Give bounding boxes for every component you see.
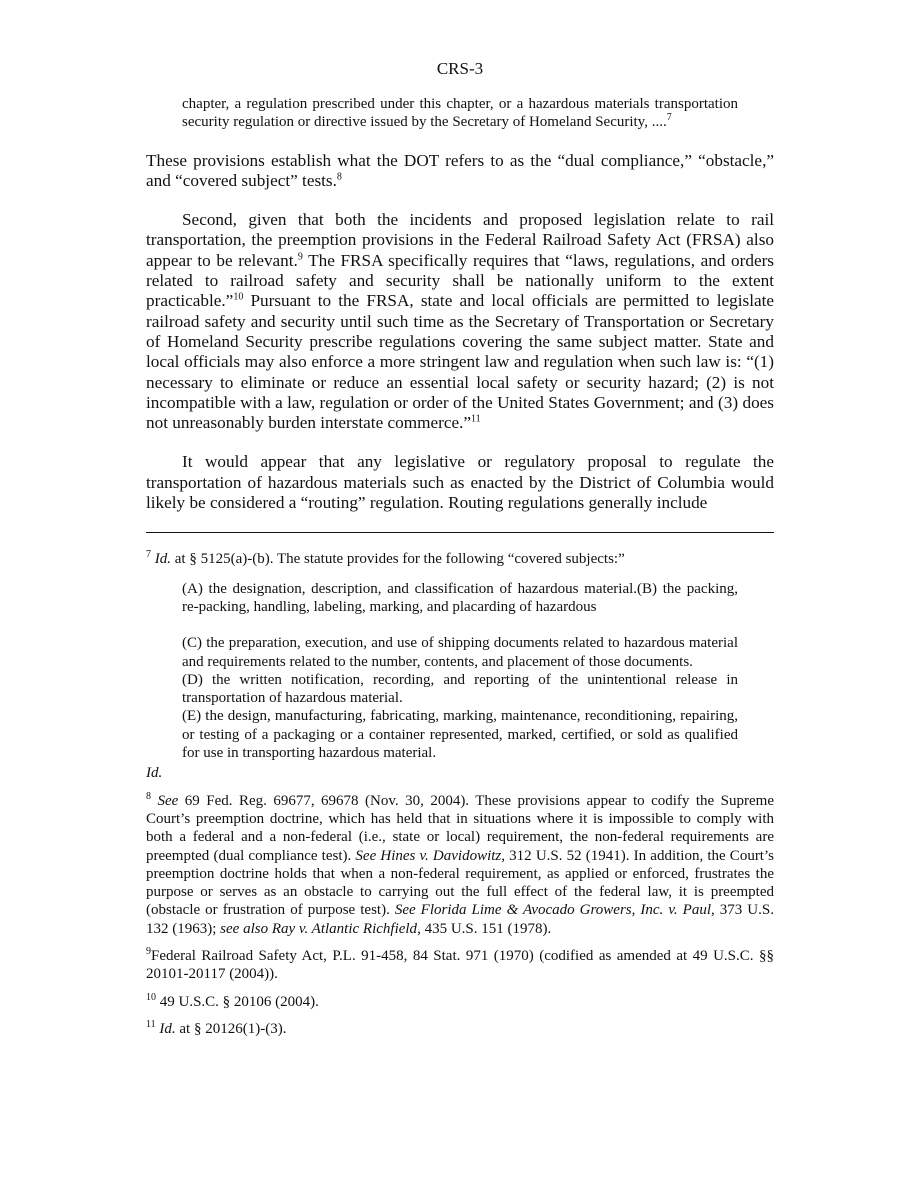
list-gap <box>182 616 738 634</box>
footnote-ref-10[interactable]: 10 <box>233 291 244 303</box>
footnote-11 <box>146 1020 774 1038</box>
footnote-9 <box>146 947 774 984</box>
document-page <box>146 0 774 1038</box>
paragraph-text: It would appear that any legislative or regulatory proposal to regulate the transportation of hazardous materials such as enacted by the District of Columbia would likely be considered a “routing” regulation. Routing regulations generally include <box>146 452 774 513</box>
footnote-number: 11 <box>146 1018 156 1030</box>
paragraph-text: These provisions establish what the DOT refers to as the “dual compliance,” “obstacle,” and “covered subject” tests. <box>146 150 774 190</box>
footnote-text: at § 20126(1)-(3). <box>175 1020 287 1037</box>
footnote-text: Federal Railroad Safety Act, P.L. 91-458, 84 Stat. 971 (1970) (codified as amended at 49 U.S.C. §§ 20101-20117 (2004)). <box>146 947 774 983</box>
footnote-text: , 435 U.S. 151 (1978). <box>417 920 552 937</box>
page-label: CRS-3 <box>436 59 484 78</box>
case-citation: See Hines v. Davidowitz <box>355 847 502 864</box>
footnote-text: , 312 U.S. 52 (1941). In addition, the Court’s preemption doctrine holds that when a non-federal requirement, as applied or enforced, frustrates the purpose or serves as an obstacle to carrying out the full effect of the federal law, it is preempted (obstacle or frustration of purpose test). <box>146 847 774 919</box>
page-header <box>146 59 774 83</box>
footnote-number: 10 <box>146 991 156 1003</box>
footnote-10 <box>146 993 774 1011</box>
id-citation: Id. <box>159 1020 176 1037</box>
footnote-ref-9[interactable]: 9 <box>297 251 303 263</box>
case-citation: See Florida Lime & Avocado Growers, Inc. v. Paul <box>394 902 711 919</box>
closing-id-citation: Id. <box>146 765 163 782</box>
footnote-text: at § 5125(a)-(b). The statute provides for the following “covered subjects:” <box>171 551 625 568</box>
footnote-text: 69 Fed. Reg. 69677, 69678 (Nov. 30, 2004). These provisions appear to codify the Supreme Court’s preemption doctrine, which has held that in situations where it is impossible to comply with both a federal and a non-federal (i.e., state or local) requirement, the non-federal requirements are preempted (dual compliance test). <box>146 792 774 864</box>
case-citation: see also Ray v. Atlantic Richfield <box>220 920 418 937</box>
list-item: (C) the preparation, execution, and use of shipping documents related to hazardous material and requirements related to the number, contents, and placement of those documents. <box>182 635 738 670</box>
footnote-number: 9 <box>146 945 151 957</box>
footnote-7 <box>146 550 774 568</box>
paragraph-frsa <box>146 210 774 433</box>
list-item: (D) the written notification, recording, and reporting of the unintentional release in transportation of hazardous material. <box>182 671 738 707</box>
list-item: (A) the designation, description, and classification of hazardous material.(B) the packing, re-packing, handling, labeling, marking, and placarding of hazardous <box>182 580 738 615</box>
block-quote-text: chapter, a regulation prescribed under this chapter, or a hazardous materials transportation security regulation or directive issued by the Secretary of Homeland Security, .... <box>182 96 738 131</box>
list-item: (E) the design, manufacturing, fabricating, marking, maintenance, reconditioning, repairing, or testing of a packaging or a container represented, marked, certified, or sold as qualified for use in transporting hazardous material. <box>182 708 738 762</box>
footnote-ref-7[interactable]: 7 <box>666 112 672 124</box>
footnote-text: 49 U.S.C. § 20106 (2004). <box>156 993 319 1010</box>
footnote-divider <box>146 532 774 533</box>
citation-signal: See <box>157 792 179 809</box>
footnote-number: 8 <box>146 790 151 802</box>
paragraph-text: Second, given that both the incidents and proposed legislation relate to rail transportation, the preemption provisions in the Federal Railroad Safety Act (FRSA) also appear to be relevant. <box>146 210 774 270</box>
footnote-8 <box>146 792 774 938</box>
footnote-number: 7 <box>146 549 151 561</box>
footnote-text: , 373 U.S. 132 (1963); <box>146 902 774 937</box>
paragraph-text: The FRSA specifically requires that “laws, regulations, and orders related to railroad safety and security shall be nationally uniform to the extent practicable.” <box>146 250 774 311</box>
footnote-ref-8[interactable]: 8 <box>336 171 342 183</box>
block-quote <box>182 95 738 132</box>
id-citation: Id. <box>154 551 171 568</box>
footnote-ref-11[interactable]: 11 <box>471 413 481 425</box>
paragraph-routing <box>146 452 774 513</box>
covered-subjects-list <box>182 580 738 763</box>
paragraph-dual-compliance <box>146 151 774 192</box>
paragraph-text: Pursuant to the FRSA, state and local officials are permitted to legislate railroad safety and security until such time as the Secretary of Transportation or Secretary of Homeland Security prescribe regulations covering the same subject matter. State and local officials may also enforce a more stringent law and regulation when such law is: “(1) necessary to eliminate or reduce an essential local safety or security hazard; (2) is not incompatible with a law, regulation or order of the United States Government; and (3) does not unreasonably burden interstate commerce.” <box>146 291 774 433</box>
